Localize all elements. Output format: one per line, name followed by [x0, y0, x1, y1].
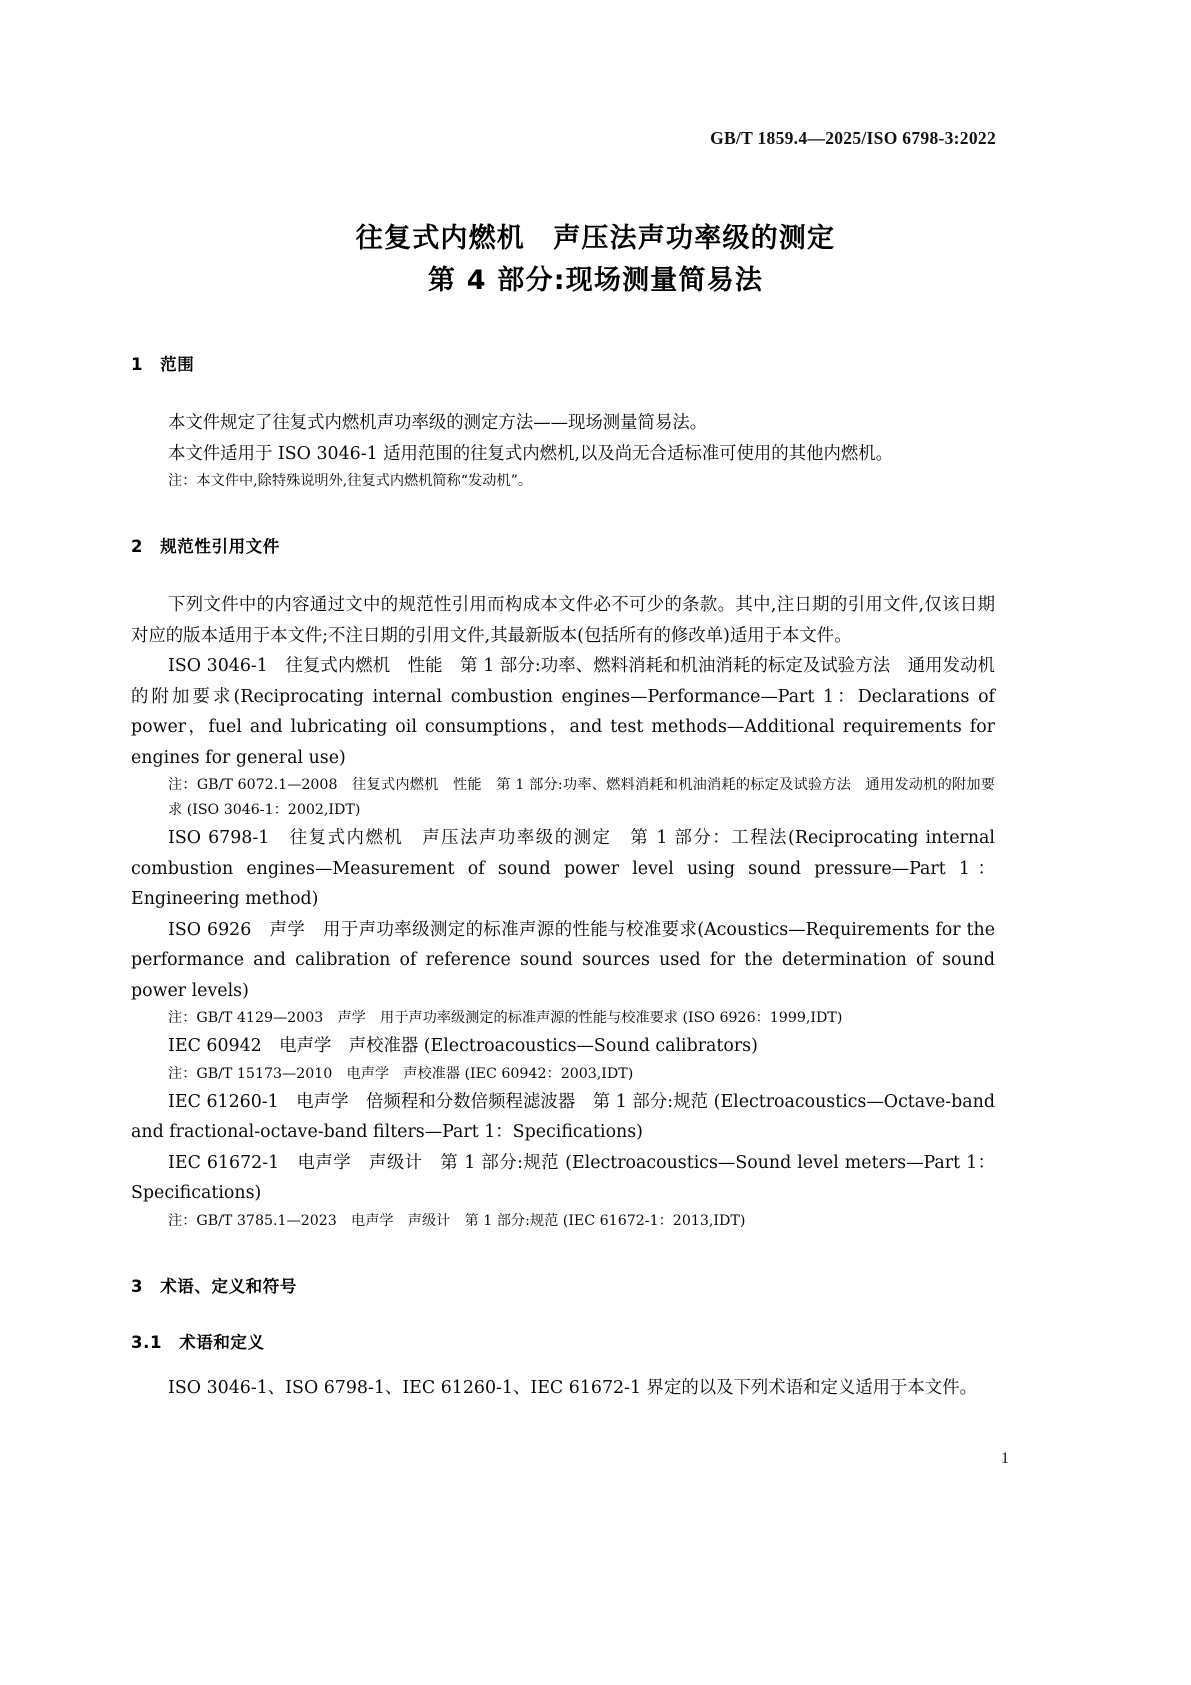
section-heading-2-normative-references: 2 规范性引用文件	[131, 537, 280, 556]
section-2-paragraph-1: 下列文件中的内容通过文中的规范性引用而构成本文件必不可少的条款。其中,注日期的引用文件,仅该日期对应的版本适用于本文件;不注日期的引用文件,其最新版本(包括所有的修改单)适用于本文件。	[131, 595, 995, 646]
normative-reference-iso-3046-1-note: 注：GB/T 6072.1—2008 往复式内燃机 性能 第 1 部分:功率、燃料消耗和机油消耗的标定及试验方法 通用发动机的附加要求 (ISO 3046-1：2002,IDT)	[168, 777, 995, 818]
normative-reference-iso-6926-note: 注：GB/T 4129—2003 声学 用于声功率级测定的标准声源的性能与校准要求 (ISO 6926：1999,IDT)	[168, 1010, 843, 1026]
normative-reference-iec-60942-note: 注：GB/T 15173—2010 电声学 声校准器 (IEC 60942：2003,IDT)	[168, 1065, 634, 1082]
normative-reference-iec-61260-1: IEC 61260-1 电声学 倍频程和分数倍频程滤波器 第 1 部分:规范 (Electroacoustics—Octave-band and fractional-octave-band filters—Part 1：Specifications)	[131, 1091, 995, 1142]
running-header-standard-ref: GB/T 1859.4—2025/ISO 6798-3:2022	[710, 128, 996, 148]
title-line-1: 往复式内燃机 声压法声功率级的测定	[355, 223, 836, 254]
page-number: 1	[1001, 1450, 1009, 1467]
section-1-paragraph-1: 本文件规定了往复式内燃机声功率级的测定方法——现场测量简易法。	[168, 413, 708, 433]
normative-reference-iso-3046-1: ISO 3046-1 往复式内燃机 性能 第 1 部分:功率、燃料消耗和机油消耗的标定及试验方法 通用发动机的附加要求(Reciprocating internal combustion engines—Performance—Part 1：Declarations of power，fuel and lubricating oil consumptions，and test methods—Additional requirements for engines for general use)	[131, 656, 995, 768]
normative-reference-iso-6926: ISO 6926 声学 用于声功率级测定的标准声源的性能与校准要求(Acoustics—Requirements for the performance and calibration of reference sound sources used for the determination of sound power levels)	[131, 919, 995, 1001]
document-title	[0, 218, 1191, 302]
section-heading-3-1-terms-and-definitions: 3.1 术语和定义	[131, 1332, 265, 1352]
section-heading-1-scope: 1 范围	[131, 355, 195, 374]
normative-reference-iec-61672-1-note: 注：GB/T 3785.1—2023 电声学 声级计 第 1 部分:规范 (IEC 61672-1：2013,IDT)	[168, 1212, 746, 1229]
section-heading-3-terms-definitions-symbols: 3 术语、定义和符号	[131, 1276, 297, 1296]
section-1-note-1: 注：本文件中,除特殊说明外,往复式内燃机简称“发动机”。	[168, 473, 533, 489]
title-line-2: 第 4 部分:现场测量简易法	[427, 265, 764, 296]
section-3-1-paragraph-1: ISO 3046-1、ISO 6798-1、IEC 61260-1、IEC 61672-1 界定的以及下列术语和定义适用于本文件。	[168, 1377, 977, 1398]
normative-reference-iso-6798-1: ISO 6798-1 往复式内燃机 声压法声功率级的测定 第 1 部分：工程法(Reciprocating internal combustion engines—Measurement of sound power level using sound pressure—Part 1：Engineering method)	[131, 828, 995, 909]
normative-reference-iec-60942: IEC 60942 电声学 声校准器 (Electroacoustics—Sound calibrators)	[168, 1036, 758, 1056]
section-1-paragraph-2: 本文件适用于 ISO 3046-1 适用范围的往复式内燃机,以及尚无合适标准可使用的其他内燃机。	[168, 443, 894, 464]
document-body	[131, 352, 995, 1403]
normative-reference-iec-61672-1: IEC 61672-1 电声学 声级计 第 1 部分:规范 (Electroacoustics—Sound level meters—Part 1：Specifications)	[131, 1152, 995, 1203]
